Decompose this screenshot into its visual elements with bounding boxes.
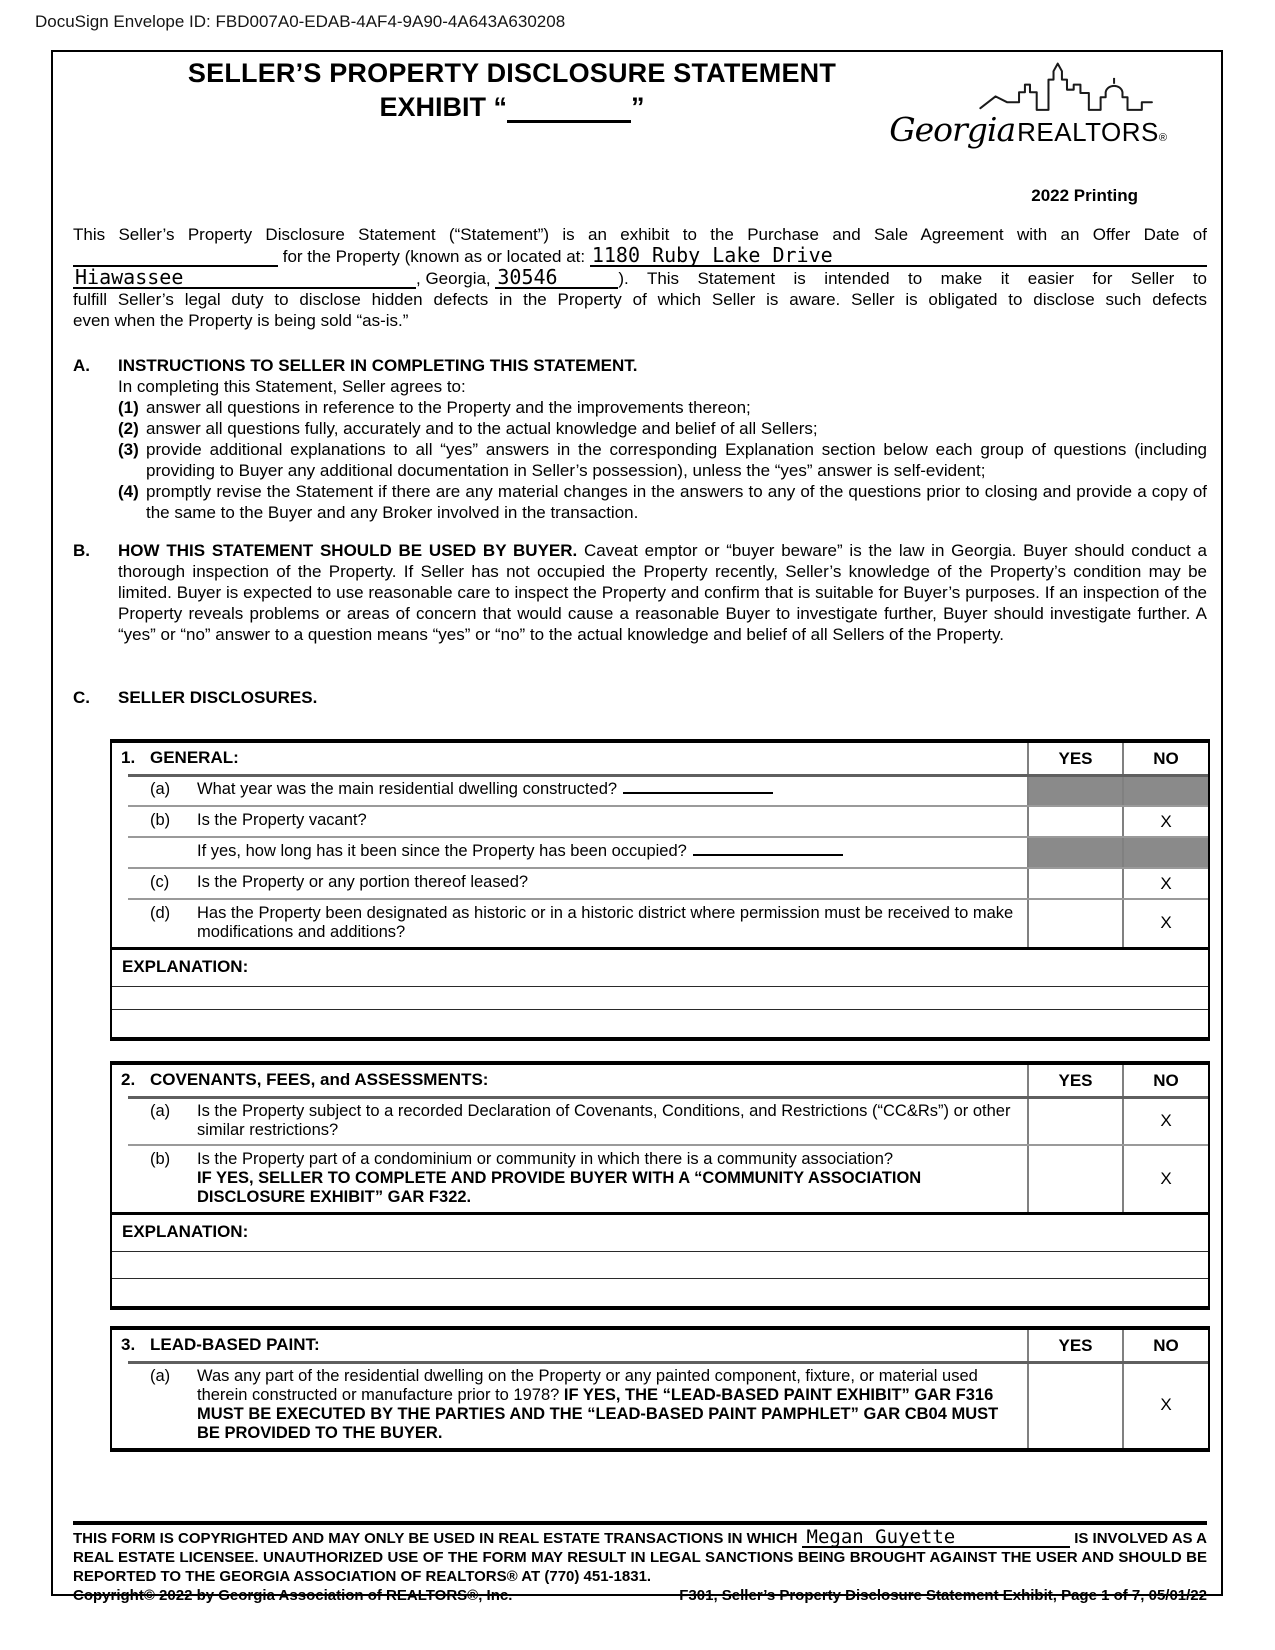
footer-line1-pre: THIS FORM IS COPYRIGHTED AND MAY ONLY BE USED IN REAL ESTATE TRANSACTIONS IN WHICH — [73, 1530, 798, 1547]
question-text — [197, 837, 1027, 868]
section-c-heading: SELLER DISCLOSURES. — [118, 688, 318, 707]
footer-line2: REAL ESTATE LICENSEE. UNAUTHORIZED USE OF THE FORM MAY RESULT IN LEGAL SANCTIONS BEING BROUGHT AGAINST THE USER AND SHOULD BE — [73, 1549, 1207, 1566]
item-number: (3) — [118, 440, 139, 459]
page-footer — [73, 1521, 1207, 1604]
section-c — [73, 687, 1207, 708]
question-text: Is the Property vacant? — [197, 811, 367, 829]
yes-cell[interactable] — [1027, 1097, 1122, 1145]
table-title: GENERAL: — [150, 748, 239, 767]
question-text — [197, 775, 1027, 806]
licensee-name-field[interactable]: Megan Guyette — [802, 1529, 1071, 1548]
question-text-span: Was any part of the residential dwelling on the Property or any painted component, fixture, or material used therein constructed or manufacture prior to 1978? — [197, 1367, 978, 1404]
section-b-paragraph — [118, 540, 1207, 645]
printing-year: 2022 Printing — [1031, 186, 1138, 205]
section-a-letter: A. — [73, 356, 90, 375]
instruction-item — [118, 397, 1207, 418]
section-b — [73, 540, 1207, 645]
explanation-label: EXPLANATION: — [122, 1222, 249, 1241]
item-number: (4) — [118, 482, 139, 501]
table-row — [112, 775, 1208, 806]
yes-cell[interactable] — [1027, 1145, 1122, 1212]
table-general — [110, 739, 1210, 1041]
footer-line1-post: IS INVOLVED AS A — [1074, 1530, 1207, 1547]
explanation-label: EXPLANATION: — [122, 957, 249, 976]
no-cell[interactable] — [1122, 837, 1208, 868]
question-label: (b) — [150, 1150, 171, 1168]
item-number: (1) — [118, 398, 139, 417]
document-page — [51, 50, 1223, 1604]
logo-georgia-script: Georgia — [889, 110, 1016, 149]
section-c-letter: C. — [73, 688, 90, 707]
no-cell[interactable]: X — [1122, 806, 1208, 837]
question-text — [197, 1362, 1027, 1448]
table-number: 2. — [121, 1070, 136, 1089]
table-lead-paint — [110, 1326, 1210, 1452]
intro-paragraph — [73, 224, 1207, 331]
table-title: LEAD-BASED PAINT: — [150, 1335, 320, 1354]
occupied-duration-blank-field[interactable] — [693, 843, 843, 856]
section-b-letter: B. — [73, 541, 90, 560]
intro-line-3-rest: ). This Statement is intended to make it easier for Seller to — [618, 269, 1207, 288]
question-text: Has the Property been designated as historic or in a historic district where permission must be received to make modifications and additions? — [197, 904, 1014, 941]
item-number: (2) — [118, 419, 139, 438]
title-line-2 — [53, 92, 971, 123]
no-column-header: NO — [1122, 743, 1208, 775]
item-text: answer all questions fully, accurately and to the actual knowledge and belief of all Sellers; — [146, 419, 818, 438]
explanation-blank-line[interactable] — [112, 1278, 1208, 1306]
question-label — [150, 837, 197, 868]
no-cell[interactable]: X — [1122, 868, 1208, 899]
question-label: (a) — [150, 1102, 171, 1120]
section-a-heading: INSTRUCTIONS TO SELLER IN COMPLETING THIS STATEMENT. — [118, 356, 638, 375]
form-reference: F301, Seller’s Property Disclosure Statement Exhibit, Page 1 of 7, 05/01/22 — [679, 1587, 1207, 1604]
table-title: COVENANTS, FEES, and ASSESSMENTS: — [150, 1070, 489, 1089]
no-cell[interactable]: X — [1122, 1097, 1208, 1145]
footer-line3: REPORTED TO THE GEORGIA ASSOCIATION OF REALTORS® AT (770) 451-1831. — [73, 1568, 652, 1585]
exhibit-label: EXHIBIT “ — [379, 92, 507, 122]
item-text: provide additional explanations to all “yes” answers in the corresponding Explanation section below each group of questions (including providing to Buyer any additional documentation in Seller’s possession), unless the “yes” answer is self-evident; — [146, 440, 1207, 480]
table-header-row — [112, 1065, 1208, 1097]
table-covenants — [110, 1061, 1210, 1310]
city-field[interactable]: Hiawassee — [73, 267, 416, 289]
no-column-header: NO — [1122, 1065, 1208, 1097]
address-field[interactable]: 1180 Ruby Lake Drive — [590, 245, 1207, 267]
intro-line-4: fulfill Seller’s legal duty to disclose hidden defects in the Property of which Seller is aware. Seller is obligated to disclose such defects — [73, 290, 1207, 309]
no-cell[interactable]: X — [1122, 1145, 1208, 1212]
section-b-text: Caveat emptor or “buyer beware” is the law in Georgia. Buyer should conduct a thorough inspection of the Property. If Seller has not occupied the Property recently, Seller’s knowledge of the Property’s condition may be limited. Buyer is expected to use reasonable care to inspect the Property and confirm that is suitable for Buyer’s purposes. If an inspection of the Property reveals problems or areas of concern that would cause a reasonable Buyer to investigate further, Buyer should investigate further. A “yes” or “no” answer to a question means “yes” or “no” to the actual knowledge and belief of all Sellers of the Property. — [118, 541, 1207, 644]
table-row — [112, 868, 1208, 899]
yes-cell[interactable] — [1027, 806, 1122, 837]
yes-cell[interactable] — [1027, 775, 1122, 806]
section-a-intro: In completing this Statement, Seller agrees to: — [118, 377, 466, 396]
table-header-row — [112, 743, 1208, 775]
item-text: promptly revise the Statement if there are any material changes in the answers to any of the questions prior to closing and provide a copy of the same to the Buyer and any Broker involved in the transaction. — [146, 482, 1207, 522]
logo-realtors-text: REALTORS — [1017, 117, 1159, 147]
instruction-item — [118, 481, 1207, 523]
instruction-item — [118, 439, 1207, 481]
logo-registered-mark: ® — [1158, 132, 1167, 144]
table-row — [112, 1145, 1208, 1212]
yes-column-header: YES — [1027, 1330, 1122, 1362]
table-row — [112, 899, 1208, 947]
question-text-span: Is the Property part of a condominium or community in which there is a community association? — [197, 1150, 894, 1168]
explanation-section — [112, 1212, 1208, 1306]
yes-column-header: YES — [1027, 743, 1122, 775]
table-row — [112, 1097, 1208, 1145]
table-row — [112, 1362, 1208, 1448]
intro-line-1: This Seller’s Property Disclosure Statement (“Statement”) is an exhibit to the Purchase and Sale Agreement with an Offer Date of — [73, 225, 1207, 244]
question-text-span: If yes, how long has it been since the Property has been occupied? — [197, 842, 687, 860]
table-number: 1. — [121, 748, 136, 767]
zip-field[interactable]: 30546 — [495, 267, 618, 289]
question-bold-text: IF YES, THE “LEAD-BASED PAINT EXHIBIT” GAR F316 MUST BE EXECUTED BY THE PARTIES AND THE “LEAD-BASED PAINT PAMPHLET” GAR CB04 MUST BE PROVIDED TO THE BUYER. — [197, 1386, 999, 1442]
table-row — [112, 806, 1208, 837]
item-text: answer all questions in reference to the Property and the improvements thereon; — [146, 398, 751, 417]
year-constructed-blank-field[interactable] — [623, 781, 773, 794]
section-a — [73, 355, 1207, 523]
yes-cell[interactable] — [1027, 837, 1122, 868]
exhibit-blank-field[interactable] — [507, 97, 631, 123]
table-header-row — [112, 1330, 1208, 1362]
question-bold-text: IF YES, SELLER TO COMPLETE AND PROVIDE BUYER WITH A “COMMUNITY ASSOCIATION DISCLOSURE EXHIBIT” GAR F322. — [197, 1169, 922, 1206]
yes-cell[interactable] — [1027, 868, 1122, 899]
intro-line-3-text: , Georgia, — [416, 269, 496, 288]
yes-column-header: YES — [1027, 1065, 1122, 1097]
exhibit-close-quote: ” — [631, 92, 645, 122]
explanation-blank-line[interactable] — [112, 986, 1208, 1009]
no-cell[interactable]: X — [1122, 1362, 1208, 1448]
question-label: (a) — [150, 780, 171, 798]
no-cell[interactable] — [1122, 775, 1208, 806]
question-label: (b) — [150, 811, 171, 829]
intro-line-5: even when the Property is being sold “as-is.” — [73, 311, 409, 330]
copyright-text: Copyright© 2022 by Georgia Association of REALTORS®, Inc. — [73, 1587, 513, 1604]
question-text: Is the Property subject to a recorded Declaration of Covenants, Conditions, and Restrictions (“CC&Rs”) or other similar restrictions? — [197, 1102, 1011, 1139]
yes-cell[interactable] — [1027, 1362, 1122, 1448]
explanation-blank-line[interactable] — [112, 1009, 1208, 1037]
question-label: (c) — [150, 873, 170, 891]
footer-divider — [73, 1521, 1207, 1525]
question-label: (d) — [150, 904, 171, 922]
question-label: (a) — [150, 1367, 171, 1385]
yes-cell[interactable] — [1027, 899, 1122, 947]
no-cell[interactable]: X — [1122, 899, 1208, 947]
docusign-envelope-id: DocuSign Envelope ID: FBD007A0-EDAB-4AF4-9A90-4A643A630208 — [35, 12, 566, 31]
question-text: Is the Property or any portion thereof leased? — [197, 873, 529, 891]
section-b-heading: HOW THIS STATEMENT SHOULD BE USED BY BUYER. — [118, 541, 578, 560]
explanation-section — [112, 947, 1208, 1037]
intro-line-2-text: for the Property (known as or located at: — [278, 247, 590, 266]
no-column-header: NO — [1122, 1330, 1208, 1362]
instruction-item — [118, 418, 1207, 439]
question-text-span: What year was the main residential dwelling constructed? — [197, 780, 618, 798]
title-line-1: SELLER’S PROPERTY DISCLOSURE STATEMENT — [187, 58, 837, 88]
document-title — [53, 58, 971, 123]
skyline-icon — [977, 60, 1162, 116]
table-number: 3. — [121, 1335, 136, 1354]
question-text — [197, 1145, 1027, 1212]
georgia-realtors-logo — [889, 60, 1167, 149]
table-row — [112, 837, 1208, 868]
explanation-blank-line[interactable] — [112, 1251, 1208, 1278]
